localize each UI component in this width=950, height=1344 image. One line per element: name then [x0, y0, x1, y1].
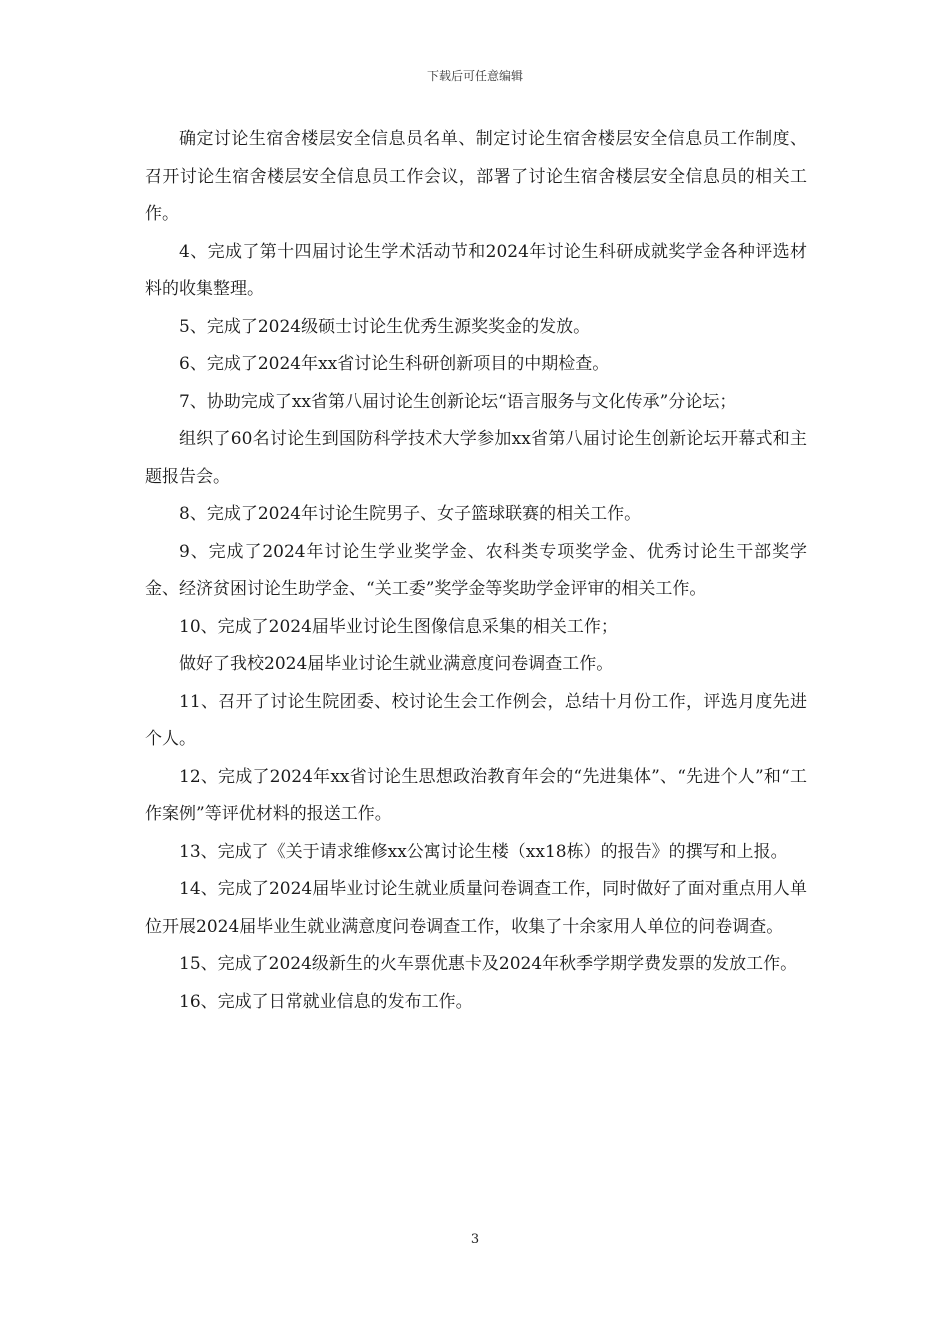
paragraph: 6、完成了2024年xx省讨论生科研创新项目的中期检查。 — [179, 354, 610, 374]
paragraph: 10、完成了2024届毕业讨论生图像信息采集的相关工作； — [179, 616, 618, 637]
paragraph: 14、完成了2024届毕业讨论生就业质量问卷调查工作，同时做好了面对重点用人单位开展2024届毕业生就业满意度问卷调查工作，收集了十余家用人单位的问卷调查。 — [145, 879, 807, 937]
paragraph: 7、协助完成了xx省第八届讨论生创新论坛“语言服务与文化传承”分论坛； — [179, 391, 737, 412]
document-body — [145, 121, 807, 1021]
paragraph: 做好了我校2024届毕业讨论生就业满意度问卷调查工作。 — [179, 654, 614, 674]
paragraph: 5、完成了2024级硕士讨论生优秀生源奖奖金的发放。 — [179, 316, 591, 337]
paragraph: 15、完成了2024级新生的火车票优惠卡及2024年秋季学期学费发票的发放工作。 — [179, 954, 798, 974]
paragraph: 组织了60名讨论生到国防科学技术大学参加xx省第八届讨论生创新论坛开幕式和主题报告会。 — [145, 429, 807, 487]
paragraph: 12、完成了2024年xx省讨论生思想政治教育年会的“先进集体”、“先进个人”和“工作案例”等评优材料的报送工作。 — [145, 766, 807, 824]
paragraph: 11、召开了讨论生院团委、校讨论生会工作例会，总结十月份工作，评选月度先进个人。 — [145, 691, 807, 749]
paragraph: 确定讨论生宿舍楼层安全信息员名单、制定讨论生宿舍楼层安全信息员工作制度、召开讨论生宿舍楼层安全信息员工作会议，部署了讨论生宿舍楼层安全信息员的相关工作。 — [145, 129, 807, 224]
paragraph: 16、完成了日常就业信息的发布工作。 — [179, 991, 473, 1012]
paragraph: 4、完成了第十四届讨论生学术活动节和2024年讨论生科研成就奖学金各种评选材料的收集整理。 — [145, 241, 807, 299]
paragraph: 8、完成了2024年讨论生院男子、女子篮球联赛的相关工作。 — [179, 504, 642, 524]
paragraph: 9、完成了2024年讨论生学业奖学金、农科类专项奖学金、优秀讨论生干部奖学金、经济贫困讨论生助学金、“关工委”奖学金等奖助学金评审的相关工作。 — [145, 541, 807, 599]
page-number: 3 — [470, 1232, 480, 1247]
page-header: 下载后可任意编辑 — [426, 69, 523, 83]
paragraph: 13、完成了《关于请求维修xx公寓讨论生楼（xx18栋）的报告》的撰写和上报。 — [179, 841, 788, 862]
